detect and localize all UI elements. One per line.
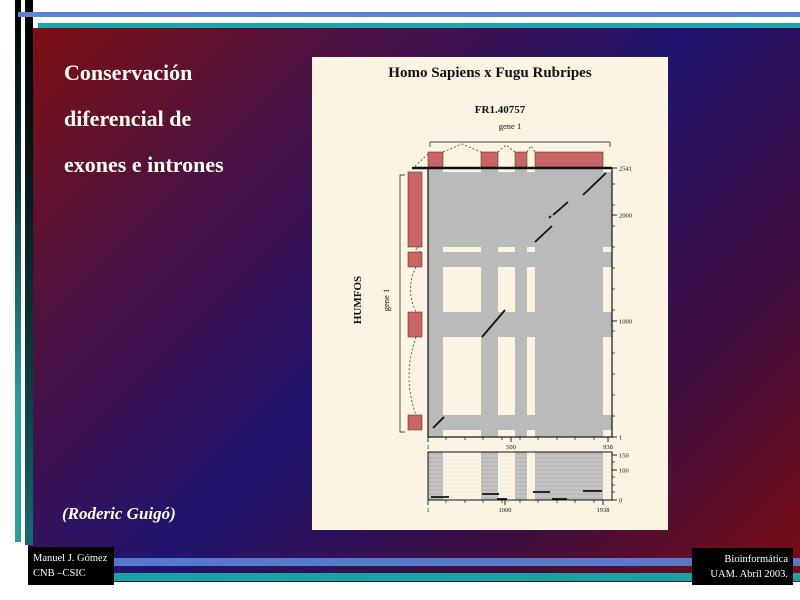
slide-title-line-1: Conservación <box>64 60 193 85</box>
y-gene-label: gene 1 <box>381 288 391 312</box>
top-border-line-blue <box>18 12 800 17</box>
bottom-border-line-teal <box>28 573 800 581</box>
footer-course-date: UAM. Abril 2003. <box>710 569 788 580</box>
svg-text:150: 150 <box>619 452 629 460</box>
footer-author-box <box>28 547 114 585</box>
svg-text:1: 1 <box>619 434 623 442</box>
slide-title <box>64 50 224 188</box>
svg-text:1000: 1000 <box>619 318 632 326</box>
dotplot-figure <box>312 57 668 530</box>
y-sequence-name: HUMFOS <box>352 275 364 325</box>
svg-text:1938: 1938 <box>596 507 610 514</box>
svg-text:2541: 2541 <box>619 165 632 173</box>
x-gene-label: gene 1 <box>498 121 522 131</box>
svg-text:1: 1 <box>426 507 430 514</box>
slide-title-line-3: exones e intrones <box>64 152 224 177</box>
svg-text:938: 938 <box>603 444 613 451</box>
footer-course-name: Bioinformática <box>724 554 788 565</box>
svg-text:1000: 1000 <box>498 507 512 514</box>
footer-author-name: Manuel J. Gómez <box>33 553 108 564</box>
footer-author-affiliation: CNB –CSIC <box>33 568 86 579</box>
svg-text:0: 0 <box>619 497 623 505</box>
svg-text:2000: 2000 <box>619 212 632 220</box>
figure-title: Homo Sapiens x Fugu Rubripes <box>388 65 592 81</box>
top-border-line-teal <box>38 23 800 28</box>
author-credit: (Roderic Guigó) <box>62 504 176 523</box>
slide-title-line-2: diferencial de <box>64 106 192 131</box>
left-border-stripe-outer <box>15 0 21 542</box>
footer-course-box <box>692 548 793 585</box>
svg-text:100: 100 <box>619 467 629 475</box>
bottom-border-line-blue <box>28 558 800 566</box>
svg-text:1: 1 <box>426 444 430 451</box>
left-border-stripe-inner <box>25 0 33 545</box>
figure-panel <box>312 57 668 530</box>
x-sequence-name: FR1.40757 <box>474 104 526 116</box>
svg-text:500: 500 <box>506 444 516 451</box>
